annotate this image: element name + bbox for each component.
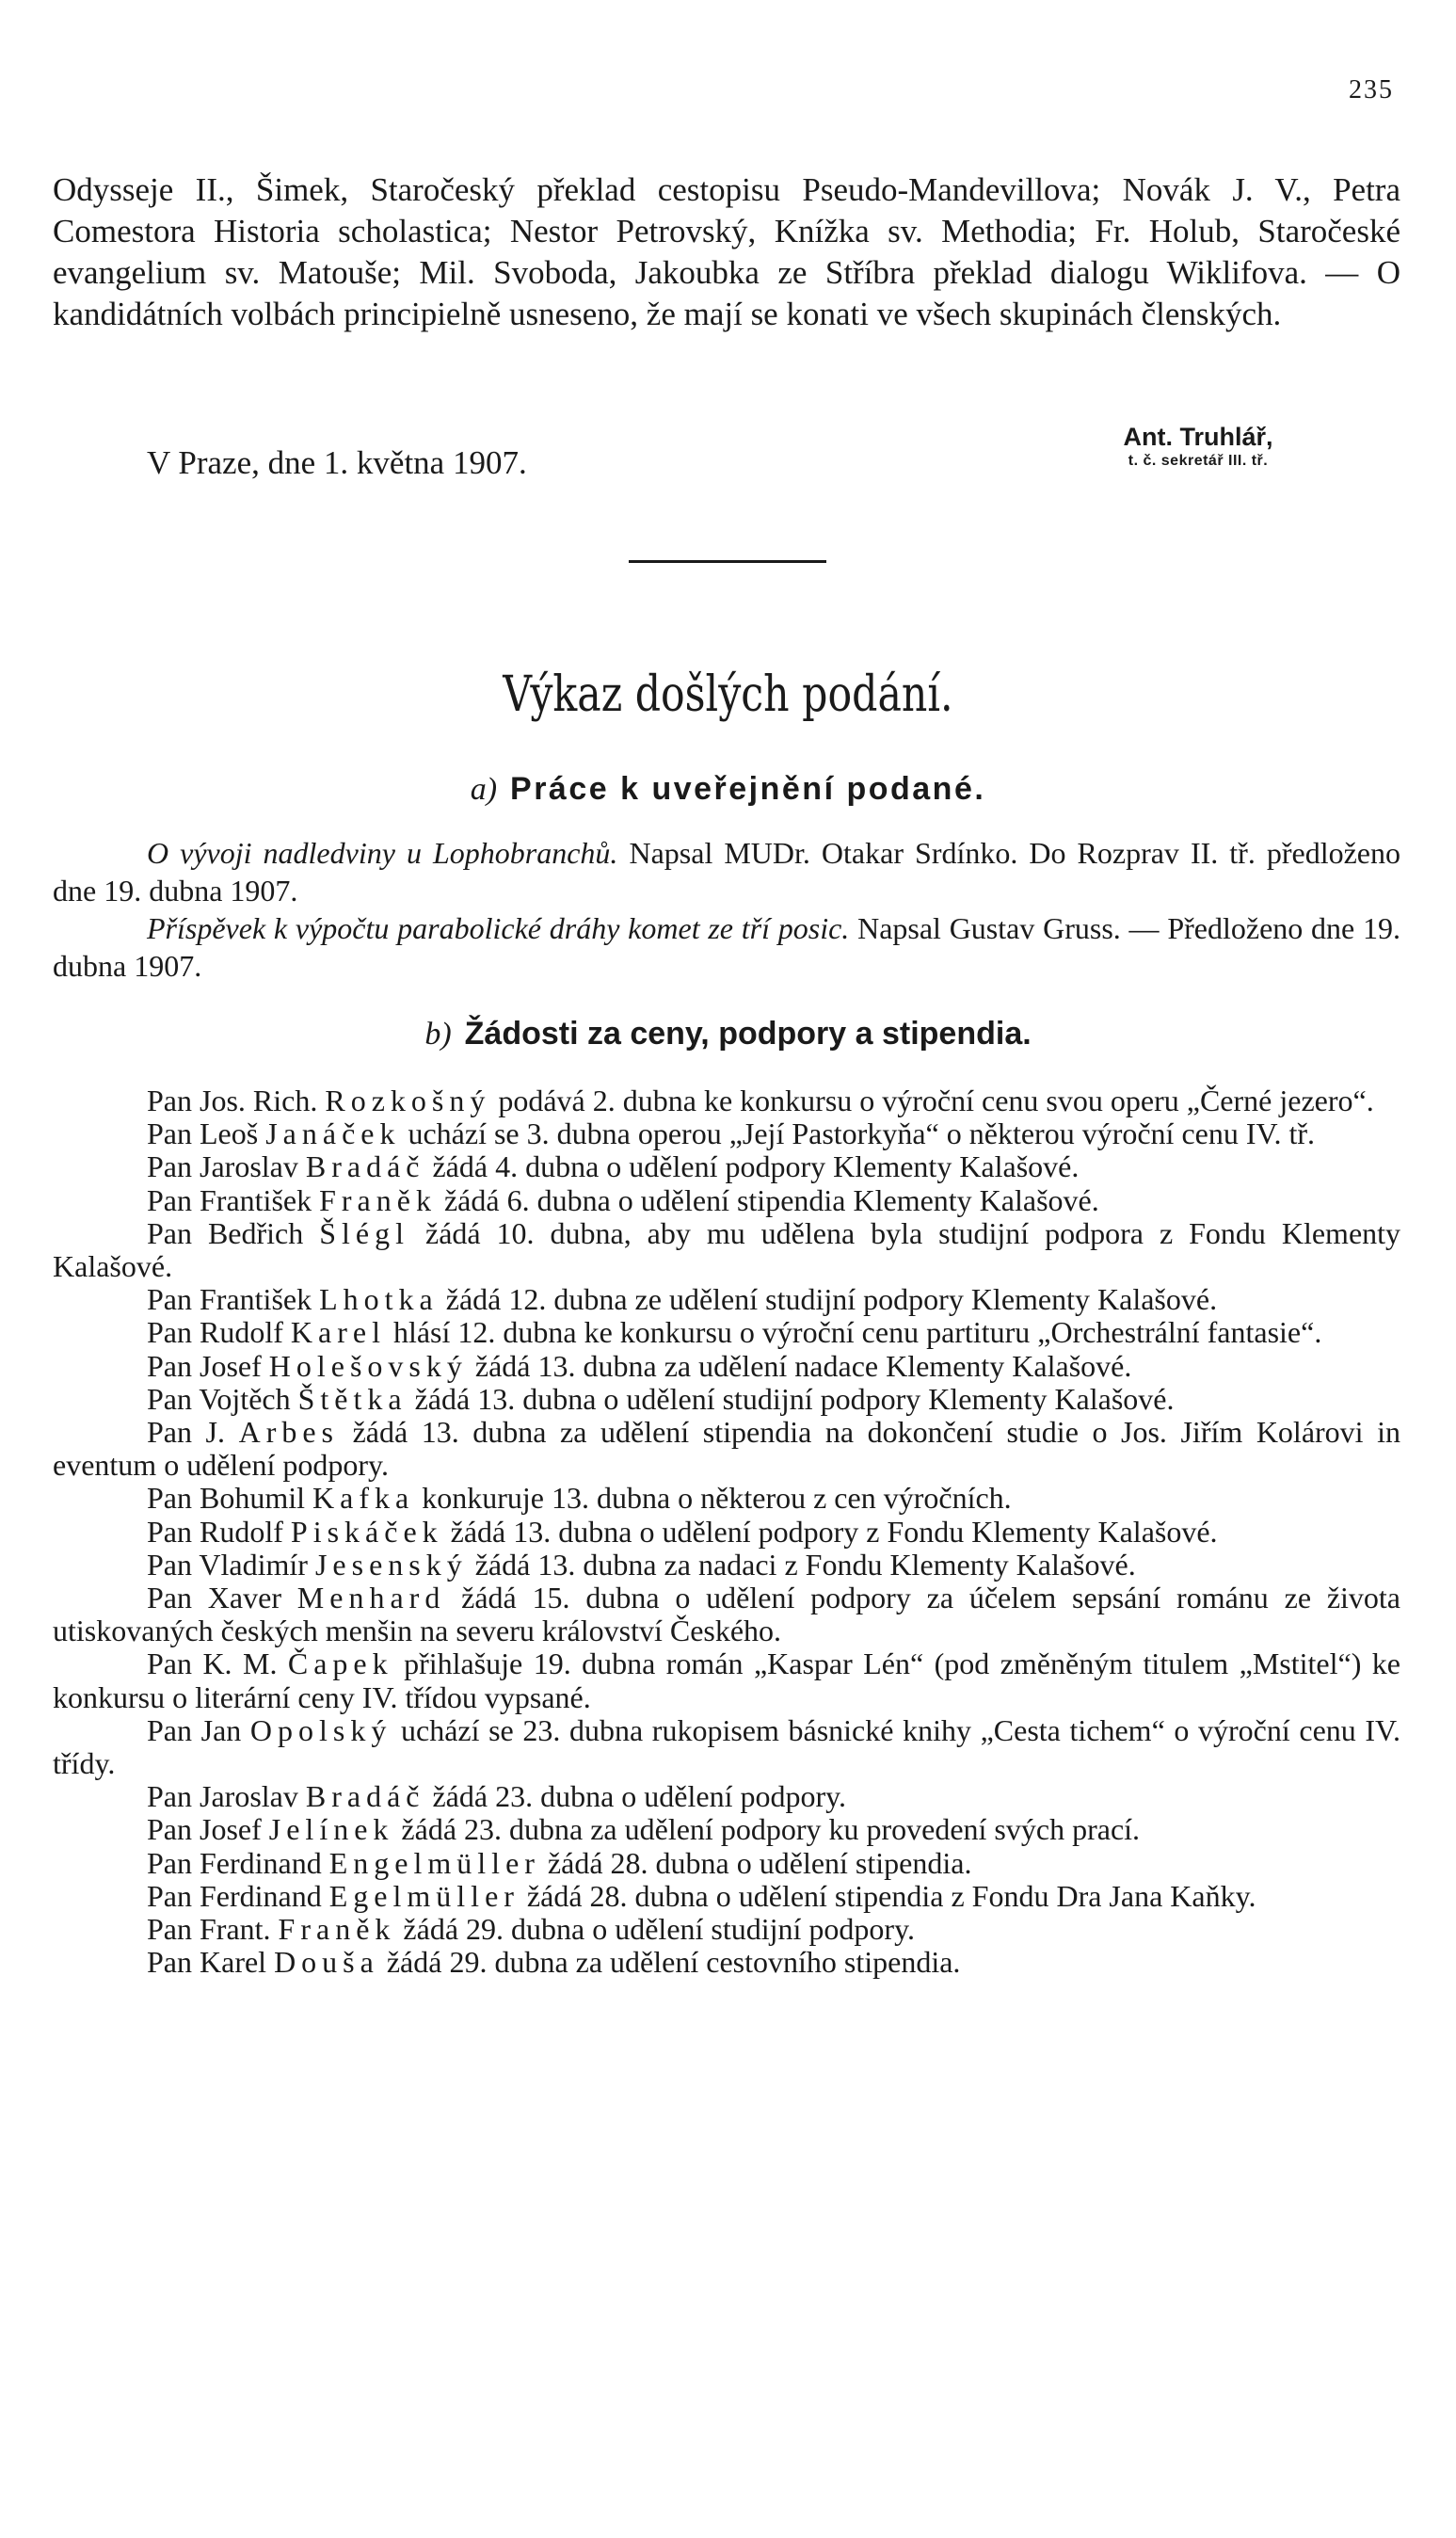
- entry-prefix: Pan Jan: [147, 1712, 242, 1747]
- applicant-name: Kafka: [312, 1481, 415, 1516]
- applicant-name: Opolský: [249, 1712, 392, 1747]
- entry-text: žádá 13. dubna za nadaci z Fondu Klementy Kalašové.: [474, 1547, 1136, 1582]
- list-item: [53, 1416, 1400, 1482]
- entry-text: žádá 4. dubna o udělení podpory Klementy Kalašové.: [432, 1149, 1080, 1184]
- entry-text: žádá 13. dubna o udělení podpory z Fondu Klementy Kalašové.: [450, 1514, 1218, 1549]
- entry-text: hlásí 12. dubna ke konkursu o výroční cenu partituru „Orchestrální fantasie“.: [392, 1315, 1322, 1350]
- entry-prefix: Pan Bohumil: [147, 1481, 306, 1516]
- work-note: Napsal MUDr. Otakar Srdínko. Do Rozprav II. tř. předloženo dne 19. dubna 1907.: [53, 836, 1401, 908]
- section-a-letter: a): [470, 772, 498, 807]
- applicant-name: Jesenský: [314, 1547, 468, 1582]
- entry-text: žádá 28. dubna o udělení stipendia z Fondu Dra Jana Kaňky.: [526, 1878, 1256, 1913]
- list-item: [53, 1217, 1400, 1283]
- entry-text: žádá 6. dubna o udělení stipendia Klementy Kalašové.: [443, 1182, 1099, 1217]
- entry-text: žádá 13. dubna za udělení nadace Klementy Kalašové.: [474, 1348, 1132, 1383]
- applicant-name: Holešovský: [268, 1348, 468, 1383]
- entry-prefix: Pan Jaroslav: [147, 1779, 298, 1814]
- dateline: V Praze, dne 1. května 1907.: [147, 444, 527, 481]
- entry-prefix: Pan Rudolf: [147, 1315, 283, 1350]
- applicant-name: Douša: [274, 1945, 379, 1980]
- entry-prefix: Pan J.: [147, 1415, 226, 1450]
- list-item: [53, 1283, 1400, 1316]
- list-item: [53, 1150, 1400, 1183]
- work-title: O vývoji nadledviny u Lophobranchů.: [147, 836, 618, 870]
- work-title: Příspěvek k výpočtu parabolické dráhy komet ze tří posic.: [147, 911, 850, 945]
- applicant-name: Egelmüller: [328, 1878, 520, 1913]
- work-note: Napsal Gustav Gruss. — Předloženo dne 19. dubna 1907.: [53, 911, 1401, 983]
- applicant-name: Jelínek: [268, 1812, 394, 1847]
- applicant-name: Karel: [290, 1315, 386, 1350]
- list-item: [53, 1549, 1400, 1582]
- section-b-heading: [0, 1013, 1456, 1055]
- list-item: [53, 1913, 1400, 1946]
- entry-prefix: Pan Bedřich: [147, 1215, 304, 1250]
- entry-prefix: Pan Leoš: [147, 1116, 259, 1151]
- list-item: [53, 1316, 1400, 1349]
- applicant-name: Čapek: [287, 1646, 393, 1681]
- intro-paragraph: [53, 169, 1400, 335]
- applicant-name: Engelmüller: [328, 1845, 540, 1880]
- applicant-name: Bradáč: [305, 1149, 425, 1184]
- entry-text: žádá 29. dubna za udělení cestovního stipendia.: [386, 1945, 961, 1980]
- page-number: 235: [1349, 75, 1394, 104]
- applicant-name: Arbes: [238, 1415, 339, 1450]
- list-item: [53, 1117, 1400, 1150]
- applicant-name: Janáček: [265, 1116, 401, 1151]
- list-item: [53, 834, 1400, 909]
- entry-prefix: Pan Xaver: [147, 1581, 281, 1615]
- entry-prefix: Pan Josef: [147, 1348, 262, 1383]
- entry-prefix: Pan Jos. Rich.: [147, 1084, 318, 1117]
- list-item: [53, 1084, 1400, 1117]
- entry-prefix: Pan Jaroslav: [147, 1149, 298, 1184]
- applicant-name: Rozkošný: [325, 1084, 491, 1117]
- entry-prefix: Pan Frant.: [147, 1912, 271, 1947]
- section-b-letter: b): [424, 1017, 452, 1052]
- list-item: [53, 1847, 1400, 1880]
- section-b-title: Žádosti za ceny, podpory a stipendia.: [464, 1016, 1032, 1052]
- signature-role: t. č. sekretář III. tř.: [1128, 453, 1269, 469]
- entry-text: žádá 13. dubna za udělení stipendia na dokončení studie o Jos. Jiřím Kolárovi in eventum o udělení podpory.: [53, 1415, 1401, 1483]
- main-title: Výkaz došlých podání.: [503, 667, 953, 723]
- applicant-name: Franěk: [319, 1182, 437, 1217]
- signature: [1080, 422, 1316, 471]
- list-item: [53, 1946, 1400, 1979]
- entry-prefix: Pan Vladimír: [147, 1547, 308, 1582]
- list-item: [53, 1383, 1400, 1416]
- entry-prefix: Pan K. M.: [147, 1646, 278, 1681]
- applicant-name: Lhotka: [319, 1282, 439, 1317]
- entry-text: konkuruje 13. dubna o některou z cen výročních.: [422, 1481, 1012, 1516]
- entry-text: uchází se 23. dubna rukopisem básnické knihy „Cesta tichem“ o výroční cenu IV. třídy.: [53, 1712, 1401, 1781]
- entry-text: žádá 29. dubna o udělení studijní podpory.: [403, 1912, 915, 1947]
- list-item: [53, 1184, 1400, 1217]
- section-a-heading: [0, 768, 1456, 811]
- list-item: [53, 1516, 1400, 1549]
- applicant-name: Menhard: [296, 1581, 446, 1615]
- list-item: [53, 1780, 1400, 1813]
- entry-text: žádá 28. dubna o udělení stipendia.: [547, 1845, 972, 1880]
- applicant-name: Bradáč: [305, 1779, 425, 1814]
- entry-text: žádá 10. dubna, aby mu udělena byla studijní podpora z Fondu Klementy Kalašové.: [53, 1215, 1401, 1284]
- list-item: [53, 1482, 1400, 1515]
- entry-prefix: Pan Ferdinand: [147, 1845, 322, 1880]
- entry-text: žádá 12. dubna ze udělení studijní podpory Klementy Kalašové.: [445, 1282, 1218, 1317]
- section-a-list: [53, 834, 1400, 985]
- entry-prefix: Pan Karel: [147, 1945, 267, 1980]
- section-a-title: Práce k uveřejnění podané.: [510, 771, 986, 807]
- applicant-name: Franěk: [278, 1912, 396, 1947]
- applicant-name: Šlégl: [319, 1215, 410, 1250]
- applicant-name: Piskáček: [290, 1514, 443, 1549]
- entry-text: žádá 13. dubna o udělení studijní podpory Klementy Kalašové.: [414, 1381, 1175, 1416]
- entry-text: podává 2. dubna ke konkursu o výroční cenu svou operu „Černé jezero“.: [498, 1084, 1374, 1117]
- list-item: [53, 1582, 1400, 1647]
- list-item: [53, 909, 1400, 985]
- list-item: [53, 1647, 1400, 1713]
- list-item: [53, 1813, 1400, 1846]
- list-item: [53, 1350, 1400, 1383]
- entry-prefix: Pan František: [147, 1282, 312, 1317]
- entry-prefix: Pan Vojtěch: [147, 1381, 291, 1416]
- section-divider: [629, 560, 826, 563]
- entry-text: uchází se 3. dubna operou „Její Pastorkyňa“ o některou výroční cenu IV. tř.: [408, 1116, 1316, 1151]
- entry-prefix: Pan Ferdinand: [147, 1878, 322, 1913]
- entry-text: přihlašuje 19. dubna román „Kaspar Lén“ (pod změněným titulem „Mstitel“) ke konkursu o literární ceny IV. třídou vypsané.: [53, 1646, 1400, 1714]
- intro-text: Odysseje II., Šimek, Staročeský překlad cestopisu Pseudo-Mandevillova; Novák J. V., Petra Comestora Historia scholastica; Nestor Petrovský, Knížka sv. Methodia; Fr. Holub, Staročeské evangelium sv. Matouše; Mil. Svoboda, Jakoubka ze Stříbra překlad dialogu Wiklifova. — O kandidátních volbách principielně usneseno, že mají se konati ve všech skupinách členských.: [53, 171, 1400, 332]
- entry-prefix: Pan Josef: [147, 1812, 262, 1847]
- entry-text: žádá 23. dubna o udělení podpory.: [432, 1779, 847, 1814]
- entry-prefix: Pan Rudolf: [147, 1514, 283, 1549]
- entry-text: žádá 23. dubna za udělení podpory ku provedení svých prací.: [401, 1812, 1141, 1847]
- entry-prefix: Pan František: [147, 1182, 312, 1217]
- list-item: [53, 1880, 1400, 1913]
- section-b-list: [53, 1084, 1400, 1979]
- list-item: [53, 1714, 1400, 1780]
- entry-text: žádá 15. dubna o udělení podpory za účelem sepsání románu ze života utiskovaných českých menšin na severu království Českého.: [53, 1581, 1401, 1648]
- applicant-name: Štětka: [297, 1381, 408, 1416]
- signature-name: Ant. Truhlář,: [1123, 423, 1273, 451]
